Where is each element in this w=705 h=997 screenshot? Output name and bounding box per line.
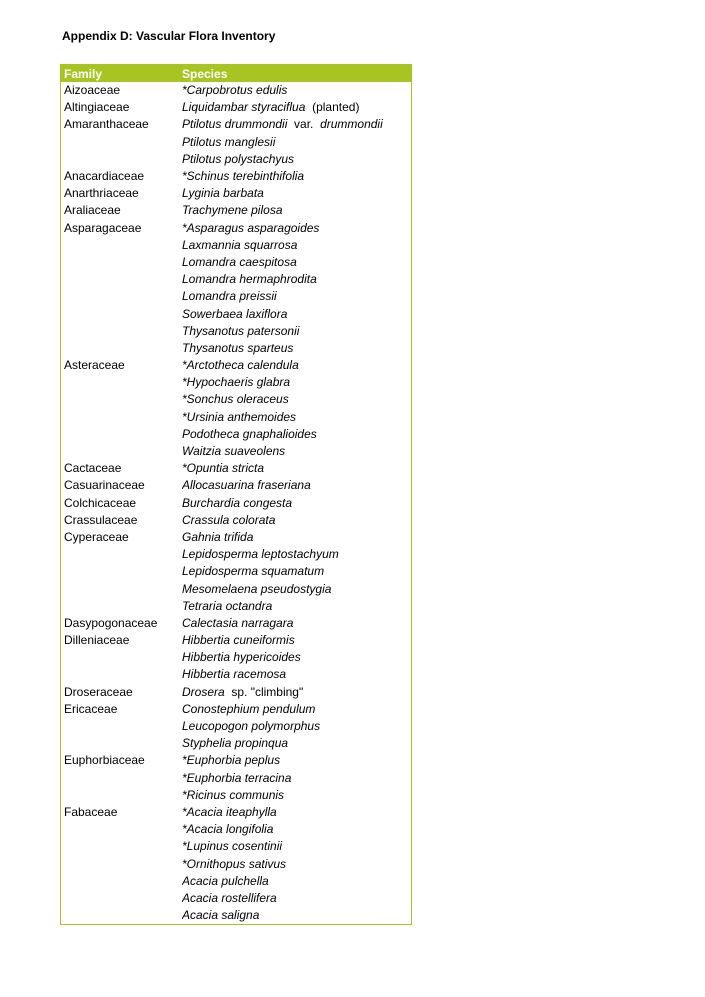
table-row [61, 735, 411, 752]
table-row [61, 460, 411, 477]
table-row [61, 598, 411, 615]
table-row [61, 477, 411, 494]
table-row [61, 305, 411, 322]
flora-inventory-table [60, 64, 412, 925]
species-name: Liquidambar styraciflua [182, 100, 306, 115]
species-qualifier: sp. "climbing" [224, 684, 304, 699]
table-row [61, 409, 411, 426]
family-cell: Asparagaceae [64, 220, 142, 235]
species-name: *Ricinus communis [182, 787, 285, 802]
species-cell [182, 426, 411, 443]
species-name: Lepidosperma squamatum [182, 564, 325, 579]
family-cell: Euphorbiaceae [64, 753, 145, 768]
species-cell [182, 477, 411, 494]
species-cell [182, 512, 411, 529]
species-cell [182, 306, 411, 323]
table-row [61, 271, 411, 288]
table-row [61, 288, 411, 305]
species-cell [182, 615, 411, 632]
table-row [61, 116, 411, 133]
species-cell [182, 220, 411, 237]
species-cell [182, 185, 411, 202]
species-name: Hibbertia cuneiformis [182, 633, 295, 648]
table-row [61, 718, 411, 735]
table-row [61, 357, 411, 374]
species-name: Acacia pulchella [182, 873, 269, 888]
table-body [61, 82, 411, 924]
species-name: *Acacia longifolia [182, 822, 274, 837]
table-row [61, 443, 411, 460]
table-row [61, 495, 411, 512]
table-row [61, 202, 411, 219]
species-cell [182, 271, 411, 288]
species-cell [182, 323, 411, 340]
family-cell: Anarthriaceae [64, 186, 139, 201]
species-name: Podotheca gnaphalioides [182, 426, 317, 441]
table-row [61, 82, 411, 99]
species-name: Waitzia suaveolens [182, 444, 286, 459]
species-cell [182, 340, 411, 357]
table-row [61, 615, 411, 632]
species-name: Styphelia propinqua [182, 736, 289, 751]
species-name: Burchardia congesta [182, 495, 293, 510]
species-name: Thysanotus sparteus [182, 340, 294, 355]
species-cell [182, 838, 411, 855]
species-name: *Opuntia stricta [182, 461, 265, 476]
species-cell [182, 82, 411, 99]
family-cell: Asteraceae [64, 358, 125, 373]
table-row [61, 838, 411, 855]
species-name: *Euphorbia peplus [182, 753, 281, 768]
species-name: Conostephium pendulum [182, 701, 316, 716]
species-name: Gahnia trifida [182, 529, 254, 544]
family-cell: Ericaceae [64, 701, 118, 716]
species-name: *Euphorbia terracina [182, 770, 292, 785]
species-cell [182, 735, 411, 752]
family-cell: Colchicaceae [64, 495, 137, 510]
table-row [61, 254, 411, 271]
header-family: Family [64, 66, 103, 81]
species-cell [182, 374, 411, 391]
table-row [61, 426, 411, 443]
species-name: Allocasuarina fraseriana [182, 478, 311, 493]
family-cell: Dasypogonaceae [64, 615, 158, 630]
species-name: Hibbertia racemosa [182, 667, 287, 682]
family-cell: Fabaceae [64, 804, 118, 819]
species-cell [182, 495, 411, 512]
species-cell [182, 890, 411, 907]
table-header [61, 65, 411, 82]
species-cell [182, 460, 411, 477]
species-cell [182, 288, 411, 305]
species-name: Lomandra hermaphrodita [182, 272, 317, 287]
family-cell: Araliaceae [64, 203, 121, 218]
table-row [61, 546, 411, 563]
species-cell [182, 856, 411, 873]
species-cell [182, 391, 411, 408]
table-row [61, 649, 411, 666]
species-cell [182, 151, 411, 168]
species-name: Sowerbaea laxiflora [182, 306, 288, 321]
species-name: Tetraria octandra [182, 598, 273, 613]
species-name: Acacia rostellifera [182, 890, 277, 905]
species-name: *Ursinia anthemoides [182, 409, 297, 424]
species-qualifier: var. [287, 117, 321, 132]
species-name: Laxmannia squarrosa [182, 237, 298, 252]
species-cell [182, 529, 411, 546]
table-row [61, 701, 411, 718]
species-name: Lepidosperma leptostachyum [182, 547, 339, 562]
species-name: *Ornithopus sativus [182, 856, 287, 871]
species-cell [182, 202, 411, 219]
species-cell [182, 684, 411, 701]
species-name: Lyginia barbata [182, 186, 264, 201]
family-cell: Casuarinaceae [64, 478, 145, 493]
species-name: Ptilotus drummondii [182, 117, 288, 132]
species-cell [182, 254, 411, 271]
species-cell [182, 546, 411, 563]
species-cell [182, 701, 411, 718]
family-cell: Crassulaceae [64, 512, 138, 527]
family-cell: Altingiaceae [64, 100, 130, 115]
species-cell [182, 770, 411, 787]
family-cell: Cyperaceae [64, 529, 129, 544]
table-row [61, 340, 411, 357]
table-row [61, 873, 411, 890]
family-cell: Amaranthaceae [64, 117, 149, 132]
species-cell [182, 168, 411, 185]
species-cell [182, 649, 411, 666]
table-row [61, 666, 411, 683]
species-name: Thysanotus patersonii [182, 323, 300, 338]
species-name: *Hypochaeris glabra [182, 375, 291, 390]
species-name: Leucopogon polymorphus [182, 719, 321, 734]
species-name: Acacia saligna [182, 908, 260, 923]
species-cell [182, 666, 411, 683]
family-cell: Cactaceae [64, 461, 122, 476]
table-row [61, 99, 411, 116]
family-cell: Dilleniaceae [64, 633, 130, 648]
species-name: Calectasia narragara [182, 615, 294, 630]
table-row [61, 632, 411, 649]
species-name: *Carpobrotus edulis [182, 83, 288, 98]
species-cell [182, 99, 411, 116]
species-cell [182, 409, 411, 426]
species-cell [182, 116, 411, 133]
species-cell [182, 134, 411, 151]
species-name: Ptilotus manglesii [182, 134, 276, 149]
table-row [61, 787, 411, 804]
table-row [61, 134, 411, 151]
table-row [61, 151, 411, 168]
table-row [61, 391, 411, 408]
species-cell [182, 804, 411, 821]
species-name: *Acacia iteaphylla [182, 804, 277, 819]
table-row [61, 855, 411, 872]
species-name: *Sonchus oleraceus [182, 392, 289, 407]
species-infraspecific-name: drummondii [320, 117, 383, 132]
table-row [61, 374, 411, 391]
species-name: Mesomelaena pseudostygia [182, 581, 332, 596]
family-cell: Aizoaceae [64, 83, 121, 98]
table-row [61, 684, 411, 701]
species-cell [182, 598, 411, 615]
table-row [61, 168, 411, 185]
table-row [61, 220, 411, 237]
species-name: *Asparagus asparagoides [182, 220, 320, 235]
table-row [61, 890, 411, 907]
species-cell [182, 787, 411, 804]
family-cell: Droseraceae [64, 684, 133, 699]
table-row [61, 770, 411, 787]
header-species: Species [182, 66, 228, 81]
species-cell [182, 581, 411, 598]
species-name: *Lupinus cosentinii [182, 839, 283, 854]
table-row [61, 821, 411, 838]
species-cell [182, 443, 411, 460]
species-name: Hibbertia hypericoides [182, 650, 301, 665]
species-cell [182, 632, 411, 649]
species-name: *Arctotheca calendula [182, 358, 299, 373]
species-name: Drosera [182, 684, 225, 699]
species-name: *Schinus terebinthifolia [182, 169, 305, 184]
table-row [61, 563, 411, 580]
table-row [61, 752, 411, 769]
species-cell [182, 873, 411, 890]
table-row [61, 529, 411, 546]
species-cell [182, 357, 411, 374]
table-row [61, 185, 411, 202]
species-cell [182, 821, 411, 838]
table-row [61, 804, 411, 821]
species-cell [182, 718, 411, 735]
species-name: Lomandra preissii [182, 289, 277, 304]
table-row [61, 237, 411, 254]
table-row [61, 512, 411, 529]
family-cell: Anacardiaceae [64, 169, 145, 184]
species-name: Ptilotus polystachyus [182, 151, 295, 166]
species-cell [182, 752, 411, 769]
table-row [61, 580, 411, 597]
species-name: Trachymene pilosa [182, 203, 283, 218]
species-cell [182, 237, 411, 254]
table-row [61, 907, 411, 924]
species-name: Lomandra caespitosa [182, 254, 297, 269]
table-row [61, 323, 411, 340]
species-name: Crassula colorata [182, 512, 276, 527]
species-cell [182, 907, 411, 924]
species-qualifier: (planted) [305, 100, 360, 115]
page-title: Appendix D: Vascular Flora Inventory [62, 29, 276, 43]
species-cell [182, 563, 411, 580]
